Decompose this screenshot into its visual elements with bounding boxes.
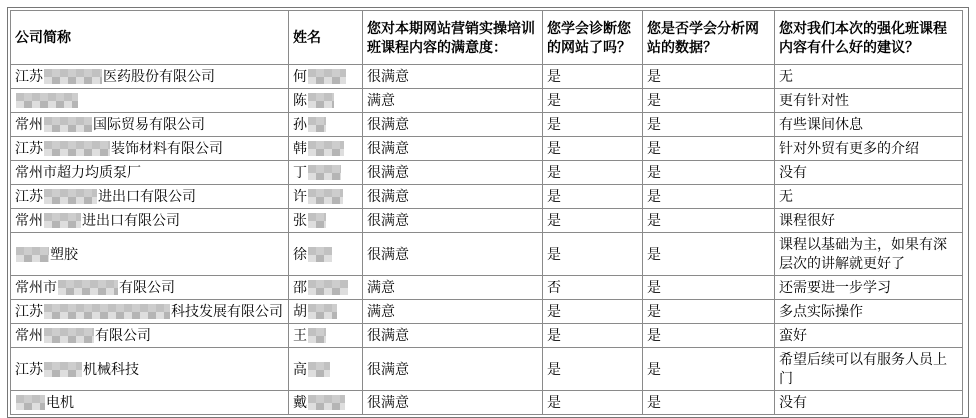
analyze-cell: 是	[643, 65, 775, 89]
satisfaction-cell: 满意	[363, 276, 543, 300]
censored-mosaic	[308, 247, 332, 262]
satisfaction-cell: 满意	[363, 89, 543, 113]
diagnose-cell: 是	[543, 391, 643, 415]
diagnose-cell: 是	[543, 89, 643, 113]
name-text: 丁	[293, 164, 307, 180]
company-text: 常州	[15, 212, 43, 228]
diagnose-cell: 否	[543, 276, 643, 300]
name-text: 孙	[293, 116, 307, 132]
company-cell	[11, 137, 289, 161]
satisfaction-cell: 很满意	[363, 233, 543, 276]
company-text: 电机	[46, 394, 74, 410]
table-row	[11, 185, 963, 209]
company-text: 医药股份有限公司	[103, 68, 215, 84]
censored-mosaic	[44, 213, 81, 228]
name-text: 何	[293, 68, 307, 84]
censored-mosaic	[44, 304, 170, 319]
table-row	[11, 161, 963, 185]
censored-mosaic	[308, 213, 326, 228]
censored-mosaic	[308, 117, 326, 132]
table-row	[11, 137, 963, 161]
name-cell	[289, 233, 363, 276]
name-text: 王	[293, 327, 307, 343]
name-text: 张	[293, 212, 307, 228]
analyze-cell: 是	[643, 209, 775, 233]
column-header-analyze: 您是否学会分析网站的数据？	[643, 11, 775, 65]
table-row	[11, 233, 963, 276]
company-text: 塑胶	[50, 245, 78, 262]
censored-mosaic	[308, 328, 326, 343]
suggestion-cell: 课程以基础为主，如果有深层次的讲解就更好了	[775, 233, 963, 276]
table-row	[11, 89, 963, 113]
table-row	[11, 209, 963, 233]
diagnose-cell: 是	[543, 233, 643, 276]
company-text: 常州	[15, 327, 43, 343]
diagnose-cell: 是	[543, 161, 643, 185]
censored-mosaic	[44, 362, 82, 377]
satisfaction-cell: 很满意	[363, 324, 543, 348]
name-cell	[289, 185, 363, 209]
censored-mosaic	[308, 362, 330, 377]
name-cell	[289, 89, 363, 113]
company-text: 有限公司	[95, 327, 151, 343]
company-cell	[11, 391, 289, 415]
censored-mosaic	[308, 69, 346, 84]
diagnose-cell: 是	[543, 185, 643, 209]
company-cell	[11, 209, 289, 233]
table-row	[11, 324, 963, 348]
satisfaction-cell: 很满意	[363, 65, 543, 89]
censored-mosaic	[308, 165, 341, 180]
name-text: 韩	[293, 140, 307, 156]
diagnose-cell: 是	[543, 137, 643, 161]
company-text: 江苏	[15, 303, 43, 319]
analyze-cell: 是	[643, 185, 775, 209]
analyze-cell: 是	[643, 161, 775, 185]
table-row	[11, 300, 963, 324]
diagnose-cell: 是	[543, 348, 643, 391]
name-cell	[289, 113, 363, 137]
table-row	[11, 113, 963, 137]
censored-mosaic	[16, 93, 78, 108]
diagnose-cell: 是	[543, 209, 643, 233]
company-cell	[11, 348, 289, 391]
analyze-cell: 是	[643, 276, 775, 300]
column-header-satisfaction: 您对本期网站营销实操培训班课程内容的满意度：	[363, 11, 543, 65]
company-text: 进出口有限公司	[82, 212, 180, 228]
censored-mosaic	[44, 117, 92, 132]
censored-mosaic	[44, 189, 97, 204]
satisfaction-cell: 很满意	[363, 391, 543, 415]
analyze-cell: 是	[643, 300, 775, 324]
table-row	[11, 65, 963, 89]
suggestion-cell: 更有针对性	[775, 89, 963, 113]
satisfaction-cell: 很满意	[363, 185, 543, 209]
company-text: 江苏	[15, 188, 43, 204]
name-cell	[289, 348, 363, 391]
suggestion-cell: 课程很好	[775, 209, 963, 233]
satisfaction-cell: 很满意	[363, 348, 543, 391]
company-text: 常州市超力均质泵厂	[15, 164, 141, 180]
company-text: 进出口有限公司	[98, 188, 196, 204]
name-cell	[289, 324, 363, 348]
table-row	[11, 276, 963, 300]
company-text: 有限公司	[119, 279, 175, 295]
diagnose-cell: 是	[543, 65, 643, 89]
column-header-diagnose: 您学会诊断您的网站了吗？	[543, 11, 643, 65]
analyze-cell: 是	[643, 233, 775, 276]
censored-mosaic	[308, 141, 344, 156]
company-text: 常州市	[15, 279, 57, 295]
satisfaction-cell: 很满意	[363, 161, 543, 185]
name-cell	[289, 300, 363, 324]
name-cell	[289, 276, 363, 300]
analyze-cell: 是	[643, 391, 775, 415]
analyze-cell: 是	[643, 324, 775, 348]
name-text: 许	[293, 188, 307, 204]
suggestion-cell: 没有	[775, 161, 963, 185]
censored-mosaic	[44, 69, 102, 84]
suggestion-cell: 针对外贸有更多的介绍	[775, 137, 963, 161]
name-text: 邵	[293, 279, 307, 295]
censored-mosaic	[44, 141, 110, 156]
company-text: 江苏	[15, 140, 43, 156]
company-cell	[11, 65, 289, 89]
company-text: 常州	[15, 116, 43, 132]
suggestion-cell: 有些课间休息	[775, 113, 963, 137]
name-cell	[289, 161, 363, 185]
satisfaction-cell: 很满意	[363, 137, 543, 161]
suggestion-cell: 还需要进一步学习	[775, 276, 963, 300]
censored-mosaic	[44, 328, 94, 343]
name-cell	[289, 209, 363, 233]
name-cell	[289, 65, 363, 89]
analyze-cell: 是	[643, 89, 775, 113]
survey-results-table	[10, 10, 963, 415]
name-cell	[289, 391, 363, 415]
company-text: 科技发展有限公司	[171, 303, 283, 319]
name-text: 戴	[293, 394, 307, 410]
company-text: 机械科技	[83, 360, 139, 377]
suggestion-cell: 希望后续可以有服务人员上门	[775, 348, 963, 391]
diagnose-cell: 是	[543, 324, 643, 348]
column-header-company: 公司简称	[11, 11, 289, 65]
censored-mosaic	[308, 189, 343, 204]
satisfaction-cell: 很满意	[363, 209, 543, 233]
company-cell	[11, 324, 289, 348]
table-body	[11, 65, 963, 415]
company-cell	[11, 161, 289, 185]
analyze-cell: 是	[643, 348, 775, 391]
column-header-suggestion: 您对我们本次的强化班课程内容有什么好的建议？	[775, 11, 963, 65]
suggestion-cell: 蛮好	[775, 324, 963, 348]
suggestion-cell: 多点实际操作	[775, 300, 963, 324]
name-text: 陈	[293, 92, 307, 108]
company-text: 国际贸易有限公司	[93, 116, 205, 132]
censored-mosaic	[58, 280, 118, 295]
table-row	[11, 391, 963, 415]
company-cell	[11, 233, 289, 276]
diagnose-cell: 是	[543, 113, 643, 137]
censored-mosaic	[16, 247, 49, 262]
company-cell	[11, 185, 289, 209]
company-text: 装饰材料有限公司	[111, 140, 223, 156]
name-text: 高	[293, 360, 307, 377]
company-cell	[11, 276, 289, 300]
name-text: 徐	[293, 245, 307, 262]
censored-mosaic	[308, 280, 348, 295]
satisfaction-cell: 满意	[363, 300, 543, 324]
analyze-cell: 是	[643, 113, 775, 137]
company-cell	[11, 300, 289, 324]
suggestion-cell: 无	[775, 185, 963, 209]
analyze-cell: 是	[643, 137, 775, 161]
suggestion-cell: 没有	[775, 391, 963, 415]
column-header-name: 姓名	[289, 11, 363, 65]
table-row	[11, 348, 963, 391]
company-cell	[11, 89, 289, 113]
suggestion-cell: 无	[775, 65, 963, 89]
censored-mosaic	[308, 93, 334, 108]
name-cell	[289, 137, 363, 161]
survey-results-table-frame	[7, 7, 969, 418]
satisfaction-cell: 很满意	[363, 113, 543, 137]
company-cell	[11, 113, 289, 137]
company-text: 江苏	[15, 68, 43, 84]
diagnose-cell: 是	[543, 300, 643, 324]
name-text: 胡	[293, 303, 307, 319]
company-text: 江苏	[15, 360, 43, 377]
table-header-row	[11, 11, 963, 65]
censored-mosaic	[308, 304, 337, 319]
